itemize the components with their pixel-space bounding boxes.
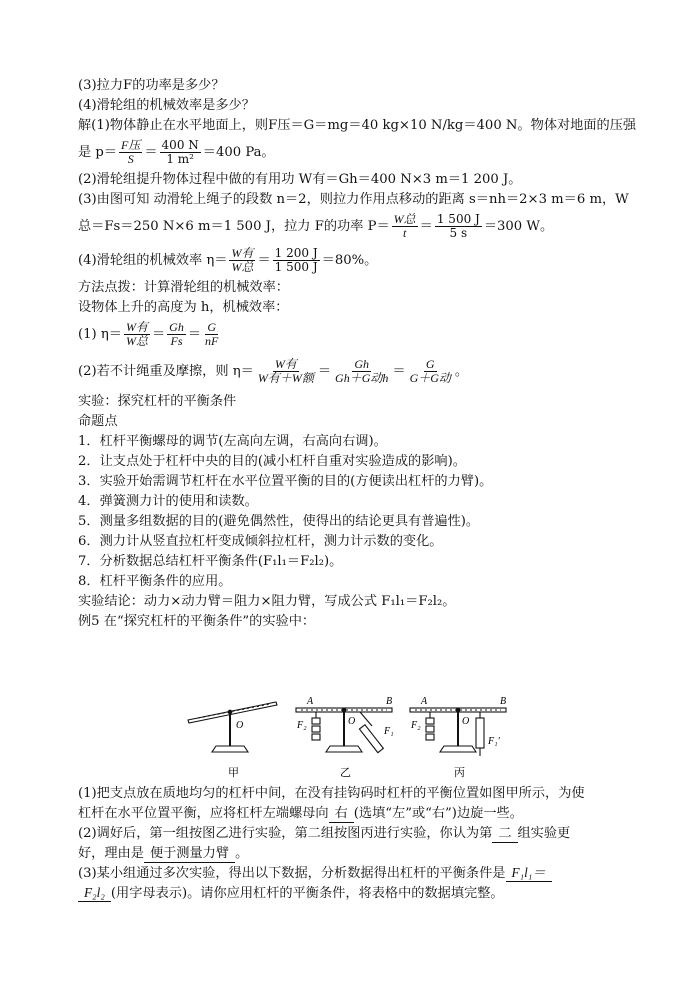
pressure-result: ＝400 Pa。 — [202, 145, 275, 160]
q1-answer: 右 — [329, 805, 354, 823]
weight — [426, 734, 434, 740]
q3-text-end: (用字母表示)。请你应用杠杆的平衡条件，将表格中的数据填完整。 — [110, 886, 504, 901]
point-7: 7．分析数据总结杠杆平衡条件(F₁l₁＝F₂l₂)。 — [78, 554, 343, 569]
q3-answer-part1: F₁l₁＝ — [506, 864, 552, 882]
fraction-num: W有 — [231, 246, 254, 260]
weight — [312, 726, 320, 732]
efficiency-result: ＝80%。 — [321, 253, 378, 268]
fraction-num: 1 200 J — [274, 246, 318, 260]
q3-answer-part2: F₂l₂ — [78, 884, 111, 902]
point-8: 8．杠杆平衡条件的应用。 — [78, 574, 232, 589]
q2-answer: 二 — [492, 825, 517, 843]
power-label: 总＝Fs＝250 N×6 m＝1 500 J，拉力 F的功率 P＝ — [78, 219, 390, 234]
fraction-num: Gh — [169, 320, 184, 334]
fraction-num: 1 500 J — [436, 212, 480, 226]
weight — [312, 734, 320, 740]
fraction — [119, 139, 142, 166]
label-b-c: B — [500, 696, 507, 707]
solution-1-formula: F压＝G＝mg＝40 kg×10 N/kg＝400 N。物体对地面的压强 — [268, 118, 637, 133]
point-3: 3．实验开始需调节杠杆在水平位置平衡的目的(方便读出杠杆的力臂)。 — [78, 474, 493, 489]
weight — [312, 718, 320, 724]
label-f2-b: F₂ — [297, 720, 307, 731]
spring-scale — [359, 725, 383, 753]
method-tip: 方法点拨：计算滑轮组的机械效率： — [78, 280, 289, 295]
experiment-conclusion: 实验结论：动力×动力臂＝阻力×阻力臂，写成公式 F₁l₁＝F₂l₂。 — [78, 594, 456, 609]
label-o-b: O — [348, 716, 356, 727]
fraction-num: 400 N — [161, 138, 199, 152]
label-f2-c: F₂ — [411, 720, 421, 731]
pressure-label: 是 p＝ — [78, 145, 118, 160]
fraction — [435, 213, 482, 240]
pivot — [228, 710, 232, 714]
fraction-den: W总 — [125, 334, 148, 348]
lever-figure-a — [188, 702, 277, 752]
solution-1-intro: 解(1)物体静止在水平地面上，则 — [78, 118, 269, 133]
weight — [426, 726, 434, 732]
fraction-den: 1 500 J — [274, 260, 318, 274]
fraction — [203, 321, 220, 348]
document-page — [78, 76, 637, 632]
formula-2-label: (2)若不计绳重及摩擦，则 η＝ — [78, 364, 254, 379]
example-q1a: (1)把支点放在质地均匀的杠杆中间，在没有挂钩码时杠杆的平衡位置如图甲所示，为使 — [78, 786, 585, 801]
efficiency-label: (4)滑轮组的机械效率 η＝ — [78, 253, 228, 268]
fraction — [333, 358, 390, 385]
label-a-c: A — [421, 696, 428, 707]
q2-reason-label: 好，理由是 — [78, 846, 144, 861]
fraction-num: W有 — [125, 320, 148, 334]
fraction — [392, 213, 418, 240]
stand-base — [440, 746, 476, 752]
caption-b: 乙 — [340, 766, 351, 779]
power-result: ＝300 W。 — [483, 219, 554, 234]
q1-text: 杠杆在水平位置平衡，应将杠杆左端螺母向 — [78, 806, 329, 821]
solution-1c: 是 p＝ $\frac{\text{F压}}{S}$ ＝ $\frac{400 N}{\text{1 m²}}$ ＝400 Pa。 — [78, 138, 275, 166]
q1-hint: (选填“左”或“右”)边旋一些。 — [353, 806, 523, 821]
q2-text-end: 组实验更 — [517, 826, 571, 841]
spring-scale-string — [360, 712, 372, 726]
fraction-num: G — [425, 357, 435, 371]
lever-figure-b — [296, 708, 392, 753]
label-f1-b: F₁ — [384, 726, 394, 737]
fraction-num: G — [207, 320, 217, 334]
fraction — [408, 358, 453, 385]
q2-reason-answer: 便于测量力臂 — [144, 845, 235, 863]
question-4: (4)滑轮组的机械效率是多少？ — [78, 98, 255, 113]
fraction-den: Fs — [170, 334, 183, 348]
solution-4: (4)滑轮组的机械效率 η＝ $\frac{\text{W有}}{\text{W总}}$ ＝ $\frac{1 200 J}{1 500 J}$ ＝80%。 — [78, 246, 378, 274]
lever-experiment-figure — [184, 684, 520, 794]
label-b-b: B — [386, 696, 393, 707]
fraction-den: 1 m² — [166, 152, 194, 166]
fraction-den: W总 — [231, 260, 254, 274]
example-q3b — [78, 884, 618, 904]
fraction-den: G＋G动 — [409, 371, 451, 385]
point-4: 4．弹簧测力计的使用和读数。 — [78, 494, 258, 509]
example-q2b — [78, 844, 618, 864]
example-q2a — [78, 824, 618, 844]
method-formula-2: (2)若不计绳重及摩擦，则 η＝ $\frac{\text{W有}}{\text{W有＋W额}}$ ＝ $\frac{Gh}{\text{Gh＋G动h}}$ ＝ $\frac{G}{\text{G＋G动}}$ 。 — [78, 357, 469, 385]
question-3: (3)拉力F的功率是多少？ — [78, 78, 225, 93]
weight — [426, 718, 434, 724]
fraction — [167, 321, 186, 348]
fraction — [124, 321, 150, 348]
solution-3b: 总＝Fs＝250 N×6 m＝1 500 J，拉力 F的功率 P＝ $\frac{\text{W总}}{t}$ ＝ $\frac{1 500 J}{5 s}$ ＝300 W。 — [78, 212, 554, 240]
fraction-num: F压 — [121, 138, 141, 152]
point-1: 1．杠杆平衡螺母的调节(左高向左调，右高向右调)。 — [78, 434, 387, 449]
point-2: 2．让支点处于杠杆中央的目的(减小杠杆自重对实验造成的影响)。 — [78, 454, 466, 469]
fraction — [160, 139, 201, 166]
lever-figure-c — [410, 708, 506, 756]
fraction-den: t — [403, 226, 407, 240]
formula-1-label: (1) η＝ — [78, 327, 122, 342]
spring-scale — [476, 718, 484, 748]
solution-1a — [78, 116, 637, 136]
formula-2-end: 。 — [454, 364, 469, 379]
fraction-den: nF — [205, 334, 219, 348]
label-o-c: O — [462, 716, 470, 727]
fraction — [256, 358, 316, 385]
caption-c: 丙 — [454, 766, 465, 779]
fraction — [273, 247, 320, 274]
experiment-title: 实验：探究杠杆的平衡条件 — [78, 394, 237, 409]
fraction-num: W有 — [274, 357, 297, 371]
q3-text: (3)某小组通过多次实验，得出以下数据，分析数据得出杠杆的平衡条件是 — [78, 866, 506, 881]
points-title: 命题点 — [78, 414, 118, 429]
pivot — [456, 708, 460, 712]
point-6: 6．测力计从竖直拉杠杆变成倾斜拉杠杆，测力计示数的变化。 — [78, 534, 443, 549]
caption-a: 甲 — [228, 766, 239, 779]
q2-reason-end: 。 — [235, 846, 249, 861]
label-o-a: O — [236, 720, 244, 731]
fraction-num: Gh — [354, 357, 370, 371]
example-5-title: 例5 在“探究杠杆的平衡条件”的实验中： — [78, 614, 316, 629]
method-setup: 设物体上升的高度为 h，机械效率： — [78, 300, 289, 315]
stand-base — [212, 746, 248, 752]
fraction-num: W总 — [393, 212, 416, 226]
fraction-den: 5 s — [449, 226, 468, 240]
fraction — [229, 247, 255, 274]
pivot — [342, 708, 346, 712]
solution-2: (2)滑轮组提升物体过程中做的有用功 W有＝Gh＝400 N×3 m＝1 200 J。 — [78, 172, 522, 187]
stand-base — [326, 746, 362, 752]
fraction-den: S — [127, 152, 134, 166]
label-a-b: A — [307, 696, 314, 707]
example-q3a — [78, 864, 618, 884]
q2-text: (2)调好后，第一组按图乙进行实验，第二组按图丙进行实验，你认为第 — [78, 826, 493, 841]
fraction-den: W有＋W额 — [257, 371, 314, 385]
method-formula-1: (1) η＝ $\frac{\text{W有}}{\text{W总}}$ ＝ $\frac{Gh}{Fs}$ ＝ $\frac{G}{nF}$ — [78, 320, 219, 348]
example-questions — [78, 784, 618, 904]
fraction-den: Gh＋G动h — [335, 371, 389, 385]
example-q1b — [78, 804, 618, 824]
label-f1p-c: F₁′ — [488, 736, 500, 747]
point-5: 5．测量多组数据的目的(避免偶然性，使得出的结论更具有普遍性)。 — [78, 514, 480, 529]
solution-3a: (3)由图可知 动滑轮上绳子的段数 n＝2，则拉力作用点移动的距离 s＝nh＝2×3 m＝6 m，W — [78, 192, 629, 207]
